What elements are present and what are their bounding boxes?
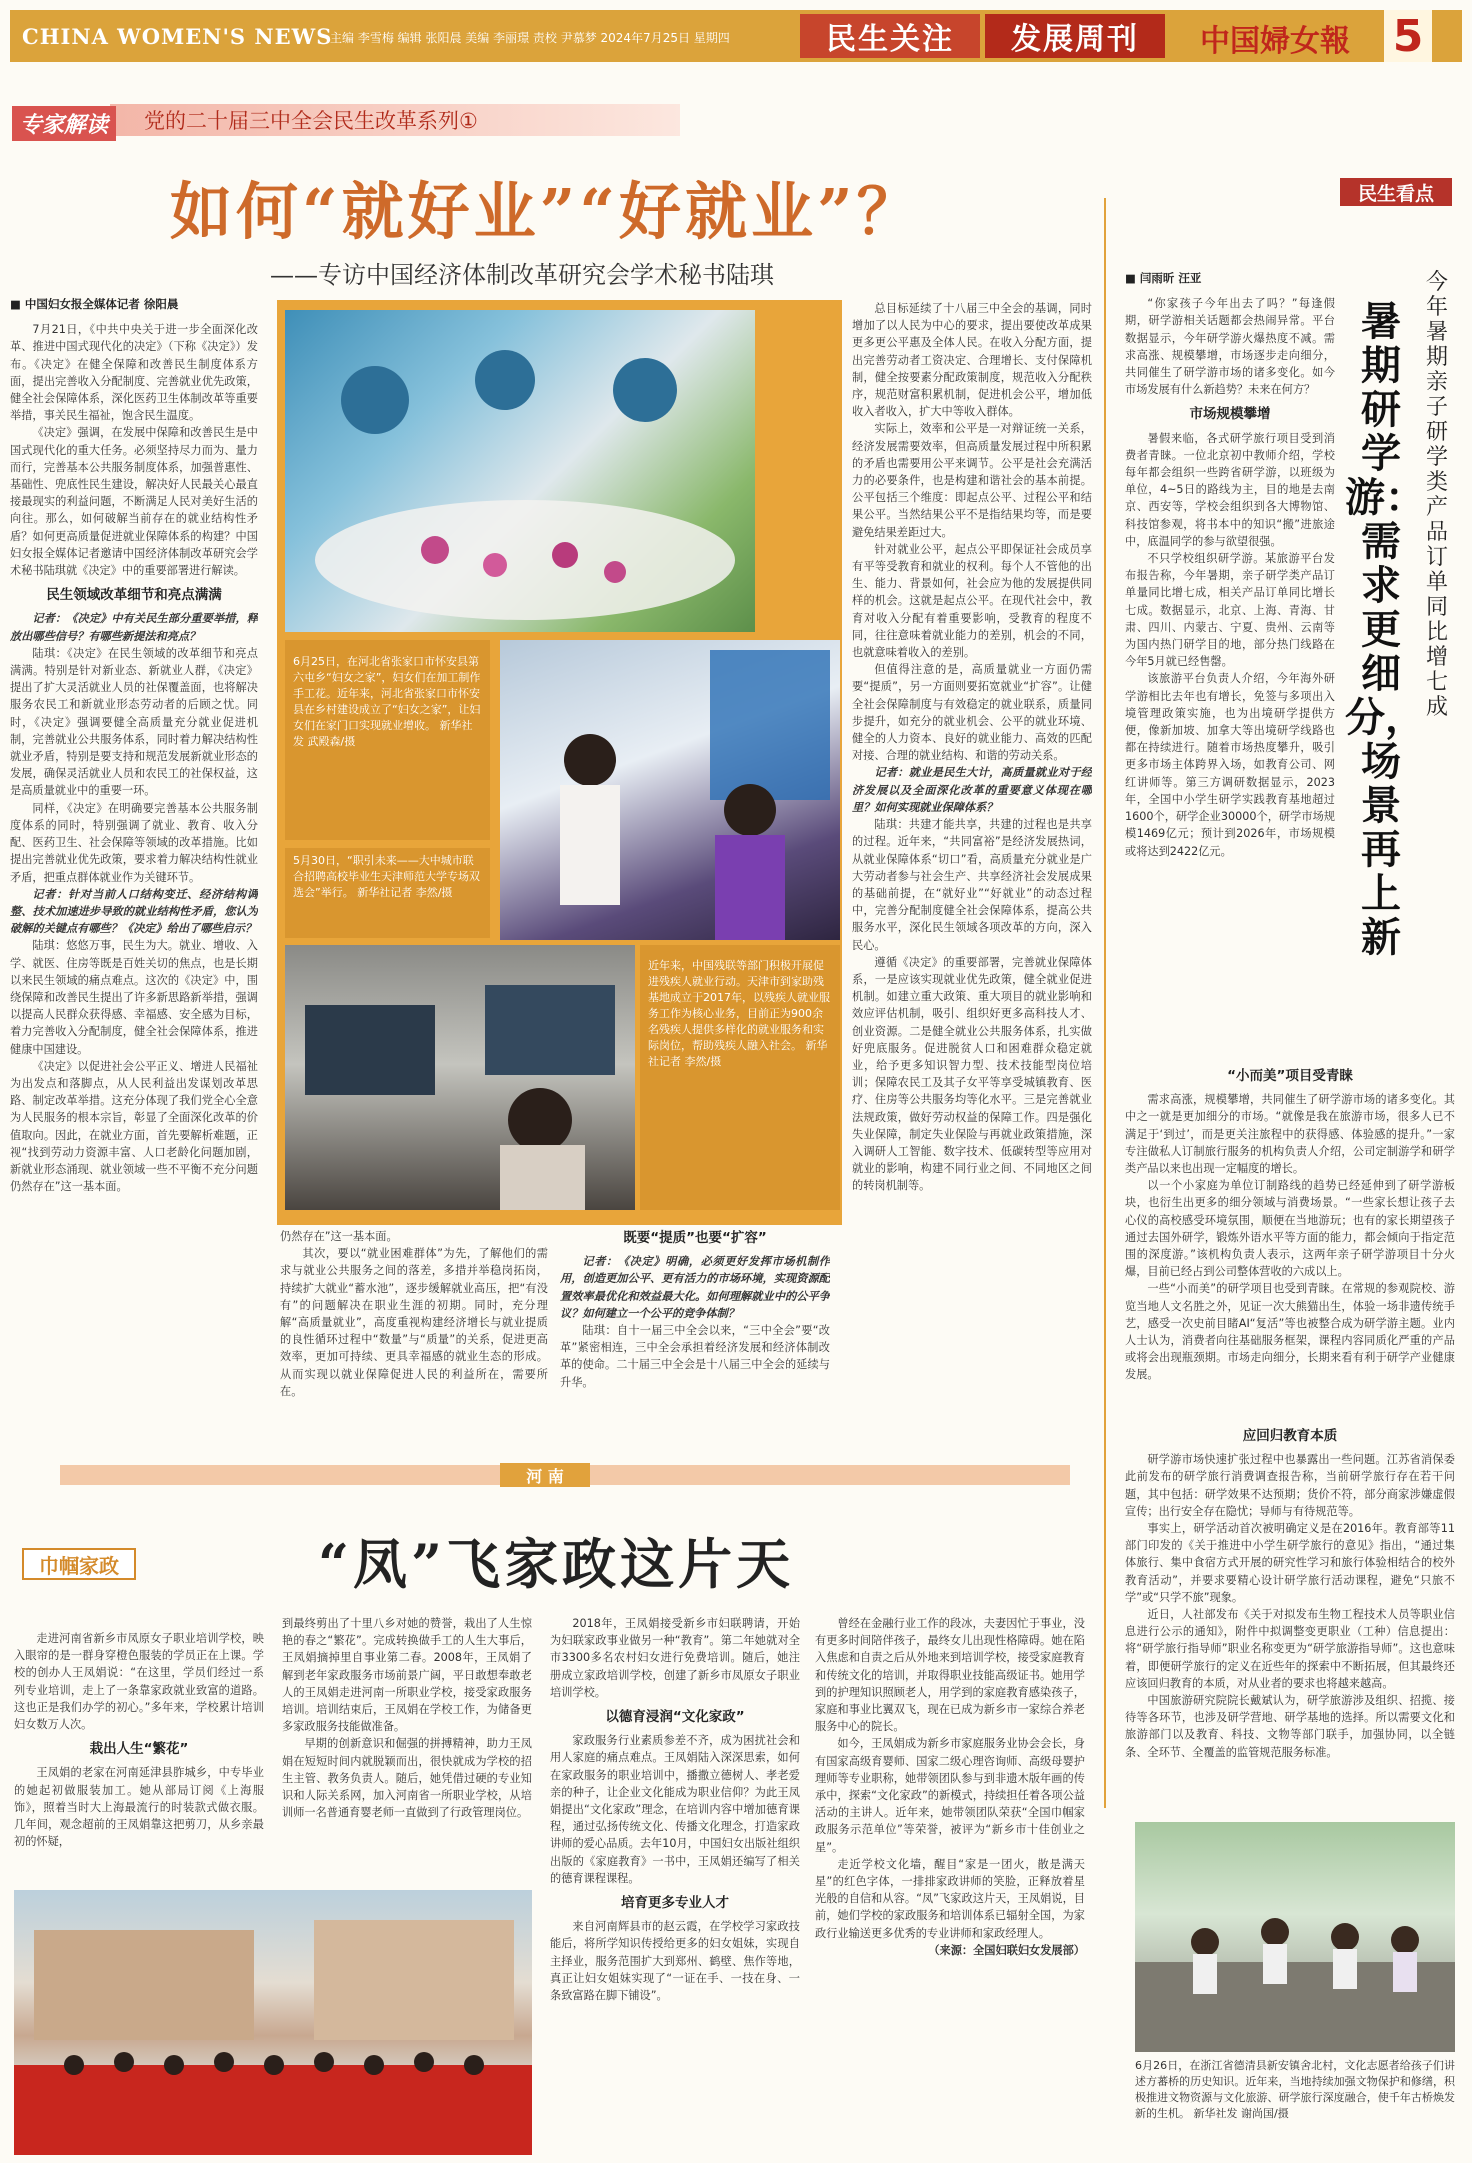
henan-column-2 (282, 1615, 532, 1875)
paragraph: 不只学校组织研学游。某旅游平台发布报告称，今年暑期，亲子研学类产品订单量同比增七成，相关产品订单同比增长七成。数据显示，北京、上海、青海、甘肃、四川、内蒙古、宁夏、贵州、云南等为国内热门研学目的地，部分热门线路在今年5月就已经售罄。 (1125, 552, 1335, 669)
photo-caption-1: 6月25日，在河北省张家口市怀安县第六屯乡“妇女之家”，妇女们在加工制作手工花。近年来，河北省张家口市怀安县在乡村建设成立了“妇女之家”，让妇女们在家门口实现就业增收。 新华社发 武殿森/摄 (293, 655, 481, 748)
paragraph: 需求高涨，规模攀增，共同催生了研学游市场的诸多变化。其中之一就是更加细分的市场。“就像是我在旅游市场，很多人已不满足于‘到过’，而是更关注旅程中的获得感、体验感的提升。”一家专注做私人订制旅行服务的机构负责人介绍，公司定制游学和研学类产品以来也出现一定幅度的增长。 (1125, 1093, 1455, 1176)
newspaper-name-english: CHINA WOMEN'S NEWS (22, 24, 333, 49)
henan-section-tag: 巾帼家政 (22, 1548, 136, 1580)
right-column-rule (1104, 198, 1106, 1808)
paragraph: 7月21日，《中共中央关于进一步全面深化改革、推进中国式现代化的决定》（下称《决定》）发布。《决定》在健全保障和改善民生制度体系方面，提出完善收入分配制度、完善就业优先政策，健全社会保障体系，深化医药卫生体制改革等重要举措，事关民生福祉，饱含民生温度。 (10, 323, 258, 423)
paragraph: 2018年，王凤娟接受新乡市妇联聘请，开始为妇联家政事业做另一种“教育”。第二年她就对全市3300多名农村妇女进行免费培训。随后，她注册成立家政培训学校，创建了新乡市凤原女子职业培训学校。 (550, 1617, 800, 1699)
question: 记者：就业是民生大计，高质量就业对于经济发展以及全面深化改革的重要意义体现在哪里？如何实现就业保障体系？ (852, 766, 1092, 814)
right-headline: 暑期研学游：需求更细分，场景再上新 (1345, 298, 1425, 961)
question: 记者：《决定》明确，必须更好发挥市场机制作用，创造更加公平、更有活力的市场环境，实现资源配置效率最优化和效益最大化。如何理解就业中的公平争议？如何建立一个公平的竞争体制？ (560, 1255, 830, 1320)
series-title-bar: 党的二十届三中全会民生改革系列① (110, 104, 680, 136)
paragraph: 如今，王凤娟成为新乡市家庭服务业协会会长，身有国家高级育婴师、国家二级心理咨询师、高级母婴护理师等专业职称，她带领团队参与到非遗木版年画的传承中，探索“文化家政”的新模式，持续担任着各项公益活动的主讲人。近年来，她带领团队荣获“全国巾帼家政服务示范单位”等荣誉，被评为“新乡市十佳创业之星”。 (815, 1737, 1085, 1854)
right-section-tag: 民生看点 (1340, 178, 1452, 206)
paragraph: 暑假来临，各式研学旅行项目受到消费者青睐。一位北京初中教师介绍，学校每年都会组织一些跨省研学游，以班级为单位，4~5日的路线为主，目的地是去南京、西安等，学校会组织到各大博物馆、科技馆参观，将书本中的知识“搬”进旅途中，底温同学的参与欲望很强。 (1125, 431, 1335, 548)
section-heading: 民生领域改革细节和亮点满满 (46, 587, 222, 604)
page-number: 5 (1384, 10, 1432, 62)
paragraph: 事实上，研学活动首次被明确定义是在2016年。教育部等11部门印发的《关于推进中小学生研学旅行的意见》指出，“通过集体旅行、集中食宿方式开展的研究性学习和旅行体验相结合的校外教育活动”，并要求要精心设计研学旅行活动课程，避免“只旅不学”或“只学不旅”现象。 (1125, 1522, 1455, 1604)
job-fair-photo-art (500, 640, 840, 940)
photo-job-fair (500, 640, 840, 940)
section-heading: “小而美”项目受青睐 (1227, 1068, 1353, 1084)
paragraph: 其次，要以“就业困难群体”为先，了解他们的需求与就业公共服务之间的落差，多措并举稳岗拓岗，持续扩大就业“蓄水池”，逐步缓解就业高压，把“有没有”的问题解决在职业生涯的初期。同时，充分理解“高质量就业”，高度重视构建经济增长与就业提质的良性循环过程中“数量”与“质量”的关系，促进更高效率，更加可持续、更具幸福感的就业生态的形成。从而实现以就业保障促进人民的利益所在，需要所在。 (280, 1247, 548, 1398)
photo-school-group (14, 1890, 532, 2155)
paragraph: 遵循《决定》的重要部署，完善就业保障体系，一是应该实现就业优先政策，健全就业促进机制。如建立重大政策、重大项目的就业影响和效应评估机制，吸引、组织好更多高科技人才、创业资源。二是健全就业公共服务体系，扎实做好兜底服务。促进脱贫人口和困难群众稳定就业，给予更多知识智力型、技术技能型岗位培训；保障农民工及其子女平等享受城镇教育、医疗、住房等公共服务均等化水平。三是完善就业法规政策，做好劳动权益的保障工作。四是强化失业保障，制定失业保险与再就业政策措施，深入调研人工智能、数字技术、低碳转型等应用对就业的影响，构建不同行业之间、不同地区之间的转岗机制等。 (852, 955, 1092, 1193)
paragraph: 但值得注意的是，高质量就业一方面仍需要“提质”，另一方面则要拓宽就业“扩容”。让健全社会保障制度与有效稳定的就业联系，质量同步提升，如充分的就业机会、公平的就业环境、健全的人力资本、良好的就业能力、高效的匹配对接、合理的就业结构、和谐的劳动关系。 (852, 663, 1092, 763)
article-headline: 如何“就好业”“好就业”？ (170, 175, 923, 248)
question: 记者：针对当前人口结构变迁、经济结构调整、技术加速进步导致的就业结构性矛盾，您认为破解的关键点有哪些？《决定》给出了哪些启示？ (10, 887, 258, 936)
henan-column-3 (550, 1615, 800, 2155)
henan-region-label: 河 南 (500, 1463, 590, 1487)
article-byline: ■ 中国妇女报全媒体记者 徐阳晨 (10, 297, 179, 311)
photo-caption-2: 5月30日，“职引未来——大中城市联合招聘高校毕业生天津师范大学专场双选会”举行。 新华社记者 李然/摄 (293, 854, 480, 899)
right-byline: ■ 闫雨昕 汪亚 (1125, 271, 1202, 285)
paragraph: 《决定》强调，在发展中保障和改善民生是中国式现代化的重大任务。必须坚持尽力而为、量力而行，完善基本公共服务制度体系，加强普惠性、基础性、兜底性民生建设，解决好人民最关心最直接最现实的利益问题，不断满足人民对美好生活的向往。那么，如何破解当前存在的就业结构性矛盾？如何更高质量促进就业保障体系的构建？中国妇女报全媒体记者邀请中国经济体制改革研究会学术秘书陆琪就《决定》中的重要部署进行解读。 (10, 426, 258, 578)
photo-bridge-children (1135, 1822, 1455, 2052)
article-column-3 (852, 300, 1092, 1458)
paragraph: 家政服务行业素质参差不齐，成为困扰社会和用人家庭的痛点难点。王凤娟陆入深深思索，如何在家政服务的职业培训中，播撒立德树人、孝老爱亲的种子，让企业文化能成为职业信仰？为此王凤娟提出“文化家政”理念，在培训内容中增加德育课程，通过弘扬传统文化、传播文化理念，打造家政讲师的爱心品质。去年10月，中国妇女出版社组织出版的《家庭教育》一书中，王凤娟还编写了相关的德育课程课程。 (550, 1734, 800, 1885)
right-column-text-3 (1125, 1420, 1455, 1812)
paragraph: 中国旅游研究院院长戴斌认为，研学旅游涉及组织、招揽、接待等各环节，也涉及研学营地、研学基地的选择。所以需要文化和旅游部门以及教育、科技、文物等部门联手，加强协同，以全链条、全环节、全覆盖的监管规范服务标准。 (1125, 1694, 1455, 1759)
column-label-weekly: 发展周刊 (985, 14, 1165, 58)
section-heading: 市场规模攀增 (1189, 406, 1271, 423)
answer: 陆琪：《决定》在民生领域的改革细节和亮点满满。特别是针对新业态、新就业人群，《决定》提出了扩大灵活就业人员的社保覆盖面，也将解决服务农民工和新就业形态劳动者的后顾之忧。同时，《决定》强调要健全高质量充分就业促进机制，完善就业公共服务体系，同时着力解决结构性就业矛盾，特别是要支持和规范发展新就业形态的发展，确保灵活就业人员和农民工的社保权益，这是高质量就业中的重要一环。 (10, 646, 258, 798)
paragraph: 走进河南省新乡市凤原女子职业培训学校，映入眼帘的是一群身穿橙色服装的学员正在上课。学校的创办人王凤娟说：“在这里，学员们经过一系列专业培训，走上了一条靠家政就业致富的道路。这也正是我们办学的初心。”多年来，学校累计培训妇女数万人次。 (14, 1632, 264, 1732)
paragraph: 来自河南辉县市的赵云霞，在学校学习家政技能后，将所学知识传授给更多的妇女姐妹，实现自主择业，服务范围扩大到郑州、鹤壁、焦作等地，真正让妇女姐妹实现了“一证在手、一技在身、一条致富路在脚下铺设”。 (550, 1920, 800, 2003)
article-subhead: ——专访中国经济体制改革研究会学术秘书陆琪 (270, 261, 774, 289)
series-tag: 专家解读 (12, 106, 116, 141)
answer: 陆琪：悠悠万事，民生为大。就业、增收、入学、就医、住房等既是百姓关切的焦点，也是长期以来民生领域的痛点难点。这次的《决定》中，围绕保障和改善民生提出了许多新思路新举措，强调以提高人民群众获得感、幸福感、安全感为目标，着力完善收入分配制度，健全社会保障体系，推进健康中国建设。 (10, 939, 258, 1056)
henan-column-1 (14, 1630, 264, 1880)
paragraph: 到最终剪出了十里八乡对她的赞誉，栽出了人生惊艳的春之“繁花”。完成转换做手工的人生大事后，王凤娟摘掉里自事业第二春。2008年，王凤娟了解到老年家政服务市场前景广阔，平日敢想奉敢老人的王凤娟走进河南一所职业学校，接受家政服务培训。培训结束后，王凤娟在学校工作，为储备更多家政服务技能做准备。 (282, 1617, 532, 1734)
right-kicker: 今年暑期亲子研学类产品订单同比增七成 (1425, 270, 1448, 720)
paragraph: 一些“小而美”的研学项目也受到青睐。在常规的参观院校、游览当地人文名胜之外，见证一次大熊猫出生，体验一场非遗传统手艺，感受一次史前目睹AI“复活”等也被整合成为研学游主题。业内人士认为，消费者向往基础服务框架，课程内容同质化严重的产品或将会出现瓶颈期。市场走向细分，长期来看有利于研学产业健康发展。 (1125, 1282, 1455, 1382)
section-heading: 应回归教育本质 (1242, 1428, 1338, 1444)
article-column-2 (280, 1228, 548, 1458)
paragraph: 以一个小家庭为单位订制路线的趋势已经延伸到了研学游板块，也衍生出更多的细分领域与消费场景。“一些家长想让孩子去心仪的高校感受环境氛围，顺便在当地游玩；也有的家长期望孩子通过去国外研学，锻炼外语水平等方面的能力，都会倾向于指定范围的深度游。”该机构负责人表示，这两年亲子研学游项目十分火爆，目前已经占到公司整体营收的六成以上。 (1125, 1179, 1455, 1279)
newspaper-logo: 中国婦女報 (1200, 24, 1350, 59)
henan-column-4 (815, 1615, 1085, 2155)
column-label-livelihood: 民生关注 (800, 14, 980, 58)
staff-line: 主编 李雪梅 编辑 张阳晨 美编 李丽璟 责校 尹慕梦 2024年7月25日 星期四 (330, 31, 730, 45)
article-column-mid (560, 1228, 830, 1458)
school-photo-art (14, 1890, 532, 2155)
paragraph: 王凤娟的老家在河南延津县胙城乡，中专毕业的她起初做服装加工。她从部局订阅《上海服饰》，照着当时大上海最流行的时装款式做衣服。几年间，观念超前的王凤娟靠这把剪刀，从乡亲最初的怀疑， (14, 1766, 264, 1849)
paragraph: 研学游市场快速扩张过程中也暴露出一些问题。江苏省消保委此前发布的研学旅行消费调查报告称，当前研学旅行存在若干问题，其中包括：研学效果不达预期；货价不符，部分商家涉嫌虚假宣传；出行安全存在隐忧；导师与有待规范等。 (1125, 1453, 1455, 1518)
right-photo-caption: 6月26日，在浙江省德清县新安镇舍北村，文化志愿者给孩子们讲述方蕃桥的历史知识。近年来，当地持续加强文物保护和修缮，积极推进文物资源与文化旅游、研学旅行深度融合，使千年古桥焕发新的生机。 新华社发 谢尚国/摄 (1135, 2059, 1455, 2120)
photo-caption-3: 近年来，中国残联等部门积极开展促进残疾人就业行动。天津市到家助残基地成立于2017年，以残疾人就业服务工作为核心业务，目前正为900余名残疾人提供多样化的就业服务和实际岗位，帮助残疾人融入社会。 新华社记者 李然/摄 (648, 959, 830, 1068)
paragraph: 总目标延续了十八届三中全会的基调，同时增加了以人民为中心的要求，提出要使改革成果更多更公平惠及全体人民。在收入分配方面，提出完善劳动者工资决定、合理增长、支付保障机制，健全按要素分配政策制度，规范收入分配秩序，规范财富积累机制，促进机会公平，增加低收入者收入，扩大中等收入群体。 (852, 302, 1092, 419)
paragraph: 同样，《决定》在明确要完善基本公共服务制度体系的同时，特别强调了就业、教育、收入分配、医药卫生、社会保障等领域的改革措施。比如提出完善就业优先政策，要求着力解决结构性就业矛盾，把重点群体就业作为关键环节。 (10, 801, 258, 884)
paragraph: 《决定》以促进社会公平正义、增进人民福祉为出发点和落脚点，从人民利益出发谋划改革思路、制定改革举措。这充分体现了我们党全心全意为人民服务的根本宗旨，彰显了全面深化改革的价值取向。因此，在就业方面，首先要解析难题，正视“找到劳动力资源丰富、人口老龄化问题加剧，新就业形态涌现、就业领域一些不平衡不充分问题仍然存在”这一基本面。 (10, 1059, 258, 1194)
flower-photo-art (285, 310, 755, 632)
bridge-photo-art (1135, 1822, 1455, 2052)
photo-disability-employment (285, 945, 635, 1210)
paragraph: 针对就业公平，起点公平即保证社会成员享有平等受教育和就业的权利。每个人不管他的出生、能力、背景如何，社会应为他的发展提供同样的机会。这就是起点公平。在现代社会中，教育对收入分配有着重要影响，受教育的程度不同，往往意味着就业能力的差别，机会的不同，也就意味着收入的差别。 (852, 542, 1092, 660)
question: 记者：《决定》中有关民生部分重要举措，释放出哪些信号？有哪些新提法和亮点？ (10, 612, 258, 643)
article-column-1 (10, 296, 258, 1446)
paragraph: 走近学校文化墙，醒目“家是一团火，散是满天星”的红色字体，一排排家政讲师的笑脸，正释放着星光般的自信和从容。“凤”飞家政这片天，王凤娟说，目前，她们学校的家政服务和培训体系已辐射全国，为家政行业输送更多优秀的专业讲师和家政经理人。 (815, 1857, 1085, 1940)
section-heading: 既要“提质”也要“扩容” (623, 1230, 767, 1246)
paragraph: 早期的创新意识和倔强的拼搏精神，助力王凤娟在短短时间内就脱颖而出，很快就成为学校的招生主管、教务负责人。随后，她凭借过硬的专业知识和人际关系网，加入河南省一所职业学校，从培训师一名普通育婴老师一直做到了行政管理岗位。 (282, 1737, 532, 1820)
section-heading: 以德育浸润“文化家政” (605, 1709, 745, 1726)
paragraph: “你家孩子今年出去了吗？”每逢假期，研学游相关话题都会热闹异常。平台数据显示，今年研学游火爆热度不减。需求高涨、规模攀增，市场逐步走向细分，共同催生了研学游市场的诸多变化。如今市场发展有什么新趋势？未来在何方？ (1125, 297, 1335, 397)
office-photo-art (285, 945, 635, 1210)
section-heading: 栽出人生“繁花” (89, 1741, 189, 1758)
right-column-text-2 (1125, 1060, 1455, 1420)
paragraph: 该旅游平台负责人介绍，今年海外研学游相比去年也有增长，免签与多项出入境管理政策实施，也为出境研学提供方便，像新加坡、加拿大等出境研学线路也都在持续进行。随着市场热度攀升，吸引更多市场主体跨界入场，如教育公司、网红讲师等。第三方调研数据显示，2023年，全国中小学生研学实践教育基地超过1600个，研学企业30000个，研学市场规模1469亿元；预计到2026年，市场规模或将达到2422亿元。 (1125, 672, 1335, 858)
photo-flower-workshop (285, 310, 755, 632)
paragraph: 曾经在金融行业工作的段冰，夫妻因忙于事业，没有更多时间陪伴孩子，最终女儿出现性格障碍。她在陷入焦虑和自责之后从外地来到培训学校，接受家庭教育和传统文化的培训，并取得职业技能高级证书。她用学到的护理知识照顾老人，用学到的家庭教育感染孩子，家庭和事业比翼双飞，现在已成为新乡市一家综合养老服务中心的院长。 (815, 1617, 1085, 1734)
section-heading: 培育更多专业人才 (621, 1895, 729, 1912)
answer: 陆琪：共建才能共享，共建的过程也是共享的过程。近年来，“共同富裕”是经济发展热词，从就业保障体系“切口”看，高质量充分就业是广大劳动者参与社会生产、共享经济社会发展成果的基础前提，在“就好业”“好就业”的动态过程中，完善分配制度健全社会保障体系，提高公共服务水平，深化民生领域各项改革的方向，深入民心。 (852, 818, 1092, 952)
paragraph: 近日，人社部发布《关于对拟发布生物工程技术人员等职业信息进行公示的通知》，附件中拟调整变更职业（工种）信息提出：将“研学旅行指导师”职业名称变更为“研学旅游指导师”。这也意味着，即便研学旅行的定义在近些年的探索中不断拓展，但其最终还应该回归教育的本质，对从业者的要求也将越来越高。 (1125, 1608, 1455, 1690)
source-note: （来源：全国妇联妇女发展部） (928, 1943, 1085, 1957)
paragraph: 实际上，效率和公平是一对辩证统一关系，经济发展需要效率，但高质量发展过程中所积累的矛盾也需要用公平来调节。公平是社会充满活力的必要条件，也是构建和谐社会的基本前提。公平包括三个维度：即起点公平、过程公平和结果公平。当然结果公平不是指结果均等，而是要避免结果差距过大。 (852, 422, 1092, 539)
answer: 陆琪：自十一届三中全会以来，“三中全会”要“改革”紧密相连，三中全会承担着经济发展和经济体制改革的使命。二十届三中全会是十八届三中全会的延续与升华。 (560, 1324, 830, 1389)
henan-headline: “凤”飞家政这片天 (318, 1532, 795, 1596)
continuation: 仍然存在”这一基本面。 (280, 1230, 398, 1243)
